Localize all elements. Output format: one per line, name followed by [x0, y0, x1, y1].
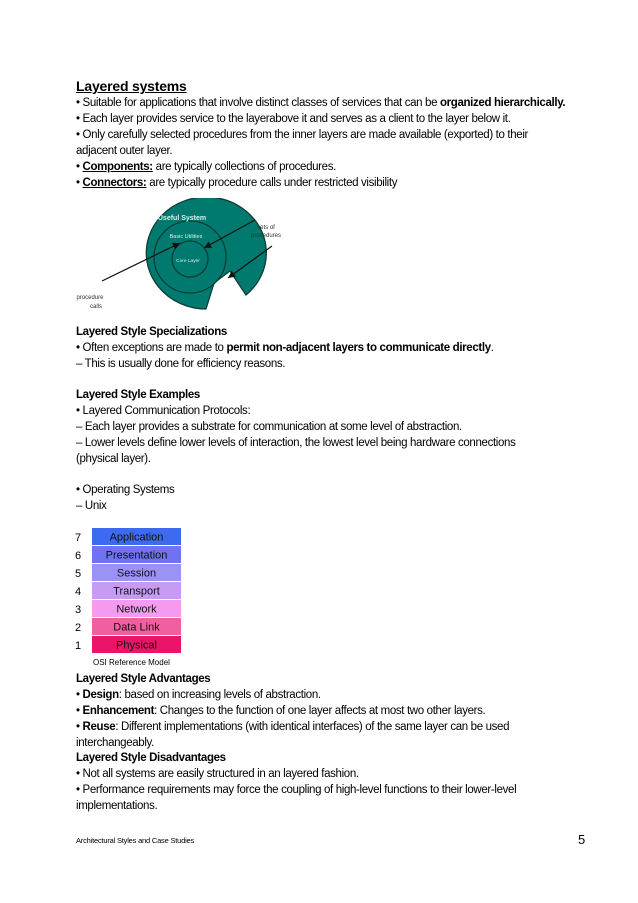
osi-layer-number: 6 — [74, 550, 82, 562]
specializations-bullet-1-bold: permit non-adjacent layers to communicate directly — [226, 342, 491, 354]
advantage-reuse-label: Reuse — [82, 721, 116, 733]
intro-bullet-2: • Each layer provides service to the layerabove it and serves as a client to the layer below it. — [76, 113, 511, 125]
disadvantage-1: • Not all systems are easily structured in an layered fashion. — [76, 768, 359, 780]
osi-reference-model — [70, 528, 190, 670]
advantage-enhancement-text: : Changes to the function of one layer affects at most two other layers. — [154, 705, 486, 717]
middle-layer-label: Basic Utilities — [169, 234, 203, 240]
advantage-reuse — [76, 719, 509, 735]
specializations-heading: Layered Style Specializations — [76, 326, 227, 338]
examples-line-2: – Each layer provides a substrate for communication at some level of abstraction. — [76, 421, 462, 433]
osi-layer-number: 3 — [74, 604, 82, 616]
connectors-text: are typically procedure calls under restricted visibility — [146, 177, 398, 189]
components-text: are typically collections of procedures. — [152, 161, 336, 173]
osi-layer-4 — [75, 582, 181, 599]
connectors-label: Connectors: — [82, 177, 147, 189]
osi-layer-6 — [75, 546, 181, 563]
examples-line-6: – Unix — [76, 500, 107, 512]
section-title: Layered systems — [76, 78, 187, 94]
advantage-enhancement-bullet: • — [76, 705, 83, 717]
examples-line-1: • Layered Communication Protocols: — [76, 405, 251, 417]
advantage-design-label: Design — [82, 689, 119, 701]
examples-line-3: – Lower levels define lower levels of interaction, the lowest level being hardware connections — [76, 437, 516, 449]
specializations-bullet-2: – This is usually done for efficiency reasons. — [76, 358, 286, 370]
advantage-enhancement — [76, 703, 485, 719]
osi-layer-name: Physical — [116, 639, 157, 652]
advantage-reuse-text: : Different implementations (with identical interfaces) of the same layer can be used — [115, 721, 510, 733]
osi-layer-1 — [75, 636, 181, 653]
intro-bullet-1 — [76, 95, 565, 111]
osi-layer-7 — [75, 528, 181, 545]
components-bullet-mark: • — [76, 161, 83, 173]
osi-layer-name: Application — [109, 531, 164, 544]
advantage-design-bullet: • — [76, 689, 83, 701]
osi-layer-2 — [75, 618, 181, 635]
advantage-design-text: : based on increasing levels of abstraction. — [118, 689, 321, 701]
core-layer-label: Core Layer — [176, 259, 200, 264]
osi-layer-5 — [75, 564, 181, 581]
page-number: 5 — [578, 832, 586, 847]
advantages-heading: Layered Style Advantages — [76, 673, 211, 685]
calls-label-line-2: calls — [89, 304, 103, 310]
intro-bullet-1-bold: organized hierarchically. — [439, 97, 566, 109]
intro-bullet-1-text: • Suitable for applications that involve distinct classes of services that can be — [76, 97, 440, 109]
osi-layer-number: 5 — [74, 568, 82, 580]
specializations-bullet-1 — [76, 340, 494, 356]
layered-system-diagram — [70, 198, 310, 316]
examples-line-5: • Operating Systems — [76, 484, 175, 496]
calls-label-line-1: procedure — [76, 295, 104, 301]
disadvantage-2-line-2: implementations. — [76, 800, 158, 812]
disadvantage-2-line-1: • Performance requirements may force the coupling of high-level functions to their lower-level — [76, 784, 517, 796]
osi-layer-name: Transport — [113, 585, 160, 598]
advantage-enhancement-label: Enhancement — [82, 705, 155, 717]
osi-caption: OSI Reference Model — [93, 658, 170, 667]
connectors-bullet — [76, 175, 397, 191]
sets-label-line-2: procedures — [250, 233, 282, 239]
osi-layer-name: Data Link — [113, 621, 160, 634]
osi-layer-number: 2 — [74, 622, 82, 634]
examples-heading: Layered Style Examples — [76, 389, 200, 401]
osi-layer-name: Network — [116, 603, 157, 616]
components-label: Components: — [82, 161, 153, 173]
specializations-bullet-1-text: • Often exceptions are made to — [76, 342, 227, 354]
advantage-design — [76, 687, 321, 703]
osi-layer-name: Presentation — [105, 549, 168, 562]
osi-layer-3 — [75, 600, 181, 617]
footer-text: Architectural Styles and Case Studies — [76, 836, 195, 845]
components-bullet — [76, 159, 336, 175]
advantage-reuse-line-2: interchangeably. — [76, 737, 154, 749]
sets-label-line-1: sets of — [257, 225, 275, 231]
specializations-bullet-1-end: . — [490, 342, 494, 354]
examples-line-4: (physical layer). — [76, 453, 151, 465]
disadvantages-heading: Layered Style Disadvantages — [76, 752, 226, 764]
osi-layer-number: 7 — [74, 532, 82, 544]
osi-layer-name: Session — [116, 567, 157, 580]
advantage-reuse-bullet: • — [76, 721, 83, 733]
intro-bullet-3-line-1: • Only carefully selected procedures from the inner layers are made available (exported) to their — [76, 129, 529, 141]
outer-layer-label: Useful System — [157, 215, 207, 222]
intro-bullet-3-line-2: adjacent outer layer. — [76, 145, 173, 157]
osi-layer-number: 1 — [74, 640, 82, 652]
osi-layer-number: 4 — [74, 586, 82, 598]
connectors-bullet-mark: • — [76, 177, 83, 189]
